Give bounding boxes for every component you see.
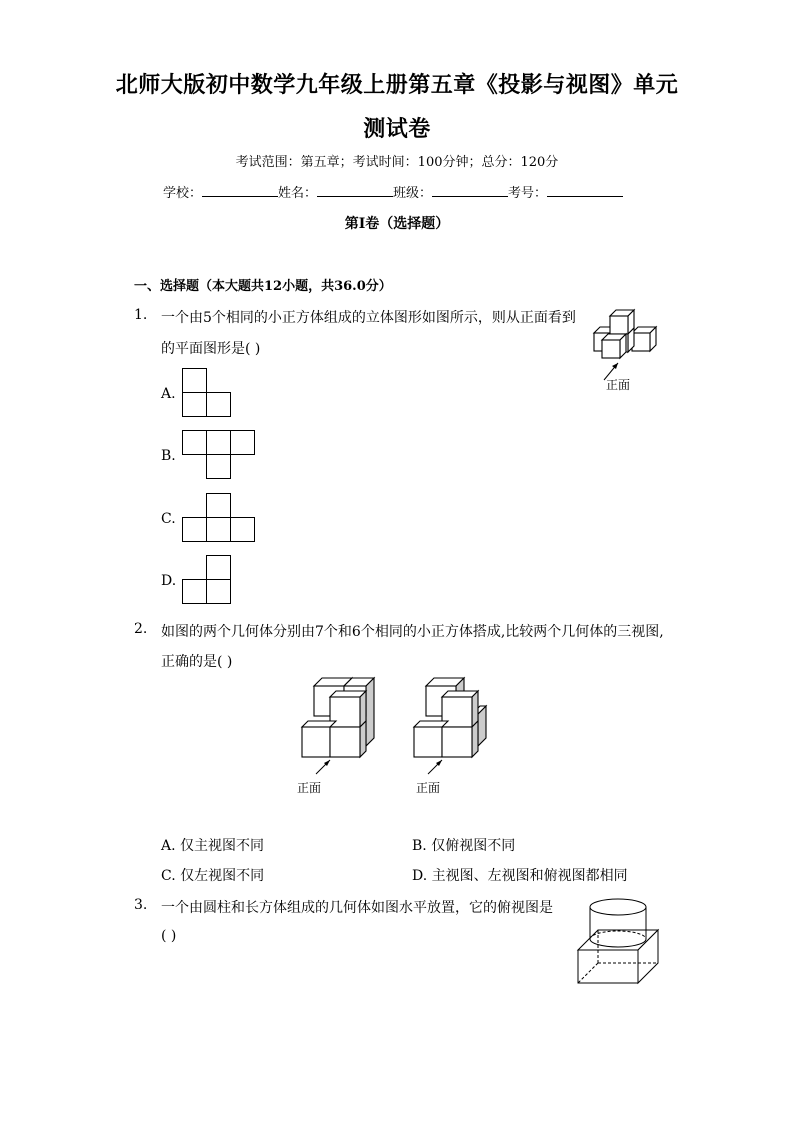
page-title: 北师大版初中数学九年级上册第五章《投影与视图》单元 [115,72,679,98]
question-1-text: 一个由5个相同的小正方体组成的立体图形如图所示，则从正面看到 [161,310,576,326]
question-3-figure [575,895,665,990]
question-number: 2. [134,621,148,637]
exam-info: 考试范围：第五章；考试时间：100分钟；总分：120分 [235,155,559,170]
section-title: 一、选择题（本大题共12小题，共36.0分） [134,279,392,294]
question-number: 3. [134,897,148,913]
figure-label-front-right: 正面 [416,781,441,795]
question-3-text: 一个由圆柱和长方体组成的几何体如图水平放置，它的俯视图是 [161,900,553,916]
question-2-text-line2: 正确的是( ) [161,654,233,670]
option-c-label: C. [161,868,176,884]
question-1-text-line2: 的平面图形是( ) [161,341,261,357]
option-d[interactable] [412,865,628,885]
option-a[interactable] [161,835,264,855]
option-b-label: B. [412,838,427,854]
option-c-label[interactable]: C. [161,511,176,527]
id-blank[interactable] [547,182,623,197]
question-number: 1. [134,307,148,323]
option-a-figure[interactable] [182,368,234,420]
option-b[interactable] [412,835,515,855]
question-3-text-line2: ( ) [161,928,177,944]
option-b-figure[interactable] [182,430,258,482]
option-b-label[interactable]: B. [161,448,176,464]
school-blank[interactable] [202,182,278,197]
student-fields [163,182,643,201]
option-d-text: 主视图、左视图和俯视图都相同 [431,868,628,884]
page-title-line2: 测试卷 [363,116,431,142]
option-a-label[interactable]: A. [161,386,176,402]
option-d-figure[interactable] [182,555,234,607]
class-blank[interactable] [432,182,508,197]
question-2-figure-left [300,674,390,784]
volume-title: 第I卷（选择题） [344,216,450,232]
option-c-text: 仅左视图不同 [180,868,265,884]
option-b-text: 仅俯视图不同 [431,838,516,854]
option-a-text: 仅主视图不同 [180,838,265,854]
school-label: 学校： [163,186,203,201]
option-a-label: A. [161,838,176,854]
name-blank[interactable] [317,182,393,197]
figure-label-front-left: 正面 [297,781,322,795]
option-c[interactable] [161,865,264,885]
class-label: 班级： [393,186,433,201]
id-label: 考号： [508,186,548,201]
option-d-label: D. [412,868,428,884]
question-2-text: 如图的两个几何体分别由7个和6个相同的小正方体搭成,比较两个几何体的三视图, [161,624,664,640]
option-c-figure[interactable] [182,493,258,545]
option-d-label[interactable]: D. [161,573,177,589]
figure-label-front: 正面 [606,378,631,392]
name-label: 姓名： [278,186,318,201]
question-2-figure-right [412,674,502,784]
